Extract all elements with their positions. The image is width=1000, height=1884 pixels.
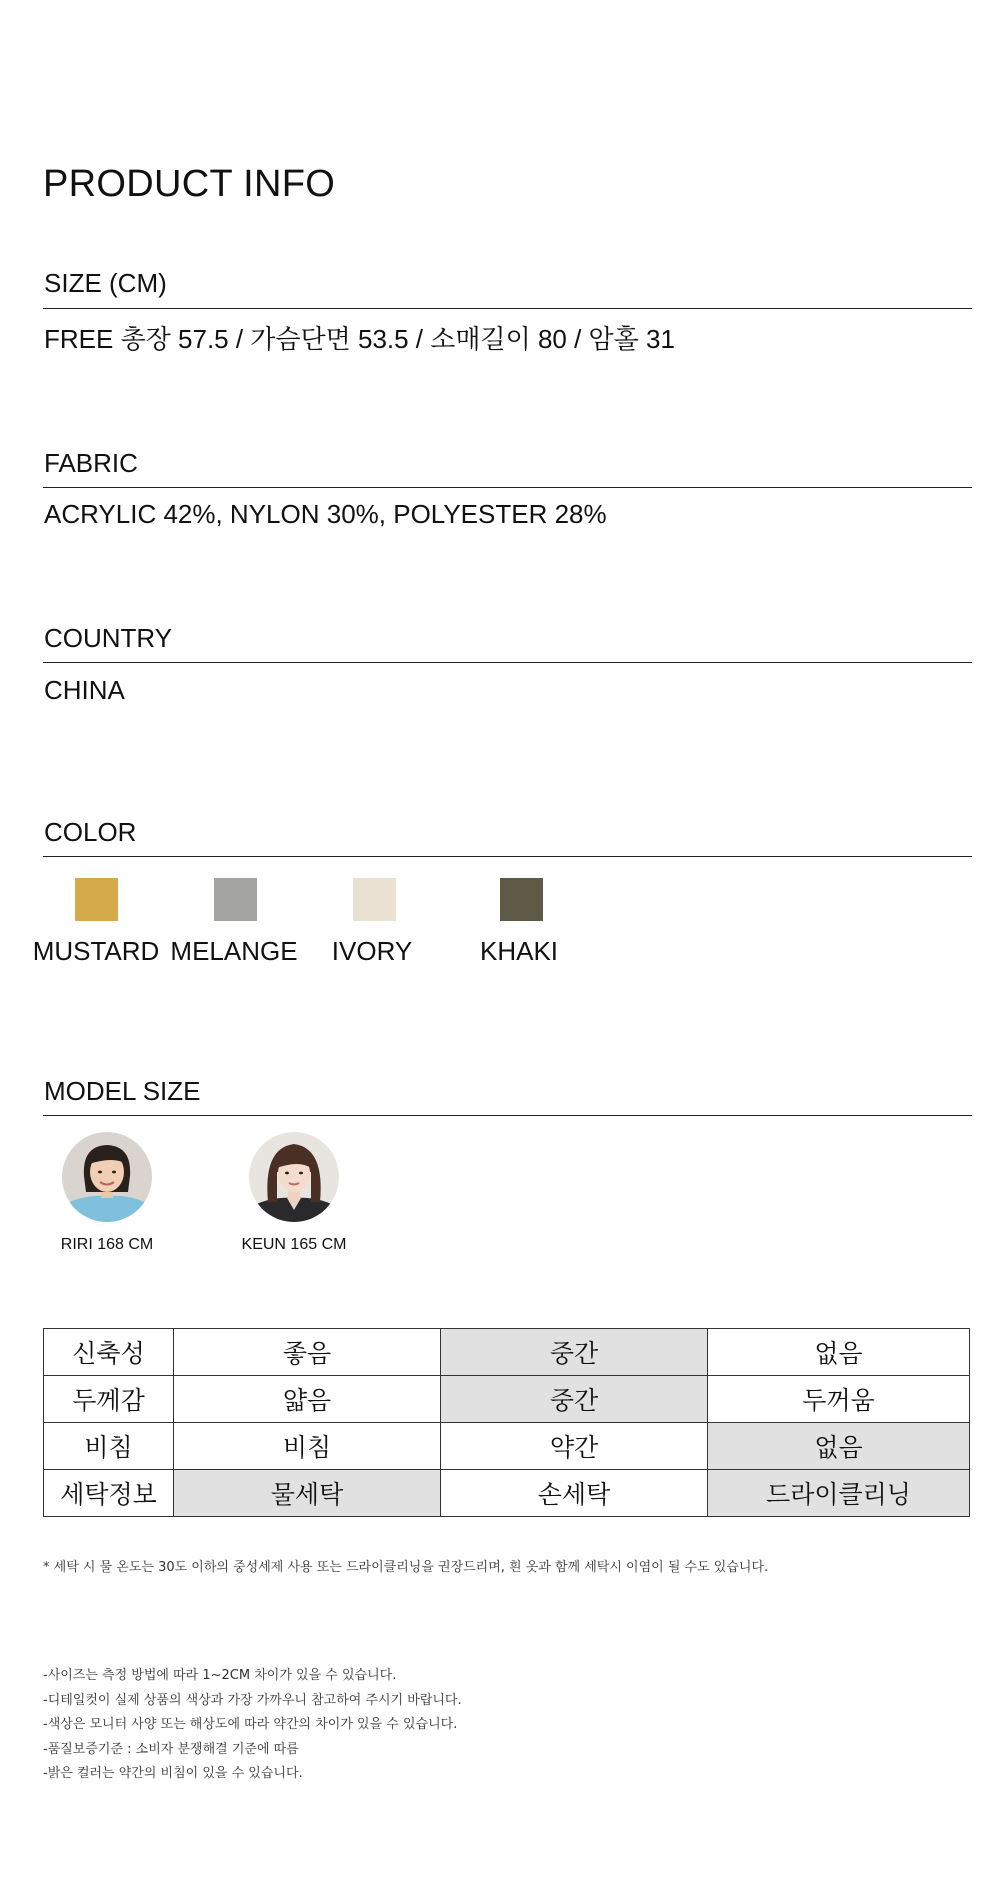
country-section-label: COUNTRY — [44, 623, 173, 653]
table-cell: 약간 — [441, 1423, 708, 1470]
table-cell-selected: 중간 — [441, 1376, 708, 1423]
fabric-section-label: FABRIC — [44, 448, 138, 478]
row-label-washing: 세탁정보 — [44, 1470, 174, 1517]
fabric-divider — [43, 487, 972, 488]
list-item: -사이즈는 측정 방법에 따라 1~2CM 차이가 있을 수 있습니다. — [43, 1668, 397, 1683]
row-label-thickness: 두께감 — [44, 1376, 174, 1423]
table-cell-selected: 드라이클리닝 — [708, 1470, 970, 1517]
country-divider — [43, 662, 972, 663]
page-title: PRODUCT INFO — [43, 163, 336, 205]
table-cell: 비침 — [174, 1423, 441, 1470]
fabric-properties-table — [43, 1328, 970, 1517]
row-label-sheerness: 비침 — [44, 1423, 174, 1470]
color-name-mustard: MUSTARD — [32, 936, 160, 966]
care-note: * 세탁 시 물 온도는 30도 이하의 중성세제 사용 또는 드라이클리닝을 권장드리며, 흰 옷과 함께 세탁시 이염이 될 수도 있습니다. — [43, 1560, 769, 1575]
notice-list — [43, 1664, 462, 1787]
size-value: FREE 총장 57.5 / 가슴단면 53.5 / 소매길이 80 / 암홀 31 — [44, 324, 675, 354]
table-cell-selected: 없음 — [708, 1423, 970, 1470]
table-cell: 없음 — [708, 1329, 970, 1376]
model-riri-photo — [62, 1132, 152, 1222]
list-item: -밝은 컬러는 약간의 비침이 있을 수 있습니다. — [43, 1766, 303, 1781]
color-swatch-ivory — [353, 878, 396, 921]
model-size-section-label: MODEL SIZE — [44, 1076, 201, 1106]
table-row-stretch — [44, 1329, 970, 1376]
table-row-washing — [44, 1470, 970, 1517]
color-swatch-melange — [214, 878, 257, 921]
size-section-label: SIZE (CM) — [44, 268, 167, 298]
row-label-stretch: 신축성 — [44, 1329, 174, 1376]
color-name-ivory: IVORY — [331, 936, 413, 966]
model-keun-photo — [249, 1132, 339, 1222]
color-section-label: COLOR — [44, 817, 137, 847]
table-cell: 얇음 — [174, 1376, 441, 1423]
list-item: -색상은 모니터 사양 또는 해상도에 따라 약간의 차이가 있을 수 있습니다. — [43, 1717, 458, 1732]
list-item: -디테일컷이 실제 상품의 색상과 가장 가까우니 참고하여 주시기 바랍니다. — [43, 1692, 462, 1708]
country-value: CHINA — [44, 675, 125, 705]
color-name-melange: MELANGE — [170, 936, 298, 966]
list-item: -품질보증기준 : 소비자 분쟁해결 기준에 따름 — [43, 1741, 299, 1757]
color-divider — [43, 856, 972, 857]
table-cell-selected: 중간 — [441, 1329, 708, 1376]
color-swatch-khaki — [500, 878, 543, 921]
fabric-value: ACRYLIC 42%, NYLON 30%, POLYESTER 28% — [44, 499, 607, 529]
table-cell: 손세탁 — [441, 1470, 708, 1517]
table-cell: 두꺼움 — [708, 1376, 970, 1423]
model-riri-label: RIRI 168 CM — [60, 1236, 154, 1253]
table-cell: 좋음 — [174, 1329, 441, 1376]
color-swatch-mustard — [75, 878, 118, 921]
color-name-khaki: KHAKI — [479, 936, 559, 966]
model-riri-avatar — [62, 1132, 152, 1222]
size-divider — [43, 308, 972, 309]
table-row-sheerness — [44, 1423, 970, 1470]
table-row-thickness — [44, 1376, 970, 1423]
model-size-divider — [43, 1115, 972, 1116]
model-keun-label: KEUN 165 CM — [241, 1236, 347, 1253]
table-cell-selected: 물세탁 — [174, 1470, 441, 1517]
model-keun-avatar — [249, 1132, 339, 1222]
